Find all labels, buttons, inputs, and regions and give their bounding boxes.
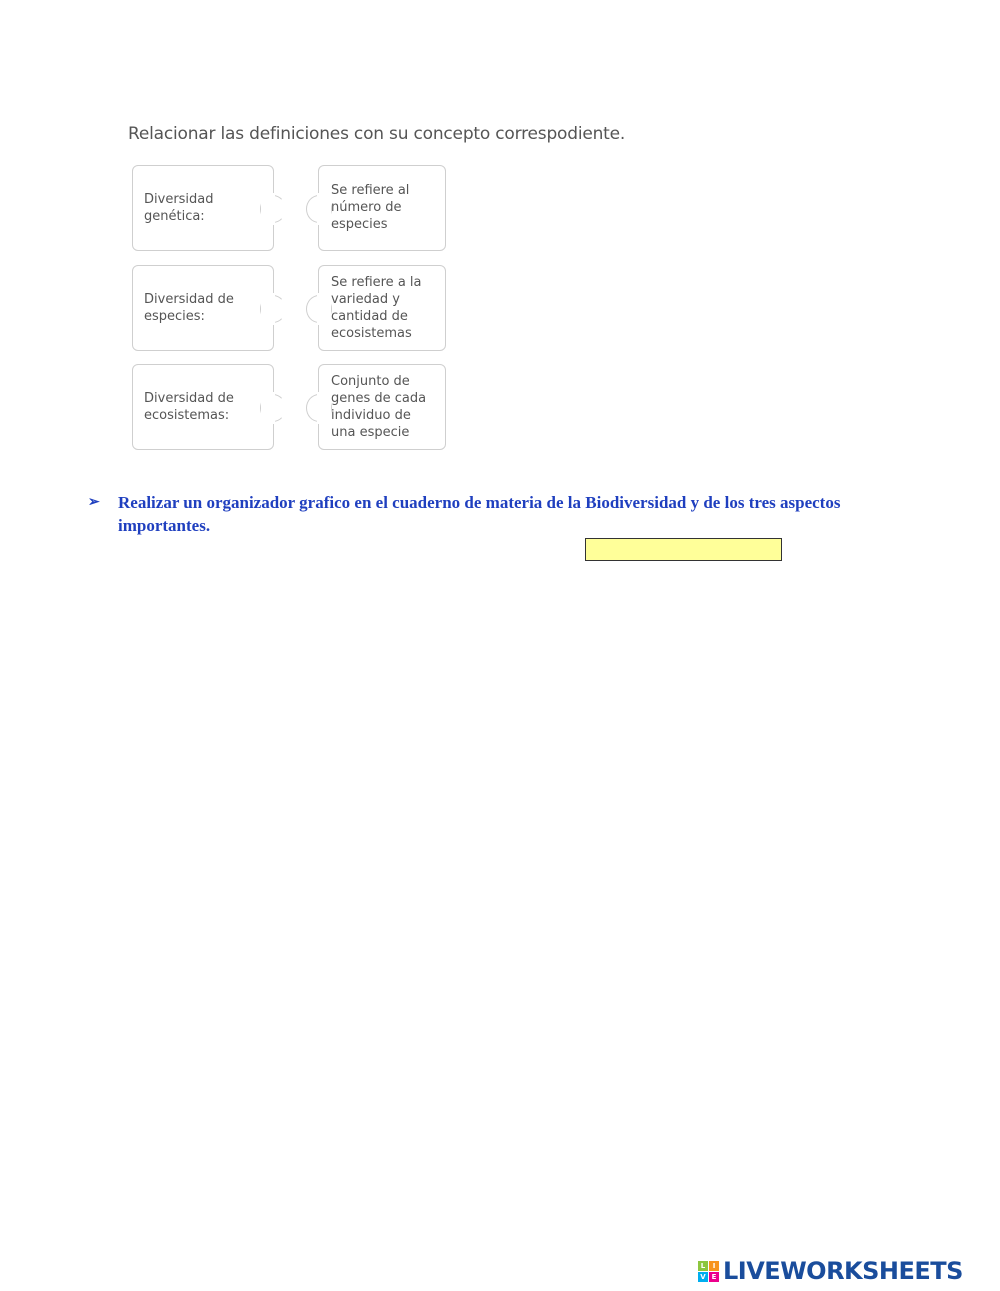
concept-text: Diversidad de ecosistemas: [144,391,234,423]
liveworksheets-logo [698,1256,963,1286]
definition-text: Se refiere a la variedad y cantidad de ecosistemas [331,275,422,341]
notch-mask [317,392,331,424]
definition-text: Se refiere al número de especies [331,183,410,232]
notch-mask [261,293,275,325]
logo-cube: V [698,1272,708,1282]
match-row [132,165,446,253]
match-row [132,265,446,353]
notch-mask [317,193,331,225]
concept-piece[interactable] [132,364,274,450]
concept-text: Diversidad genética: [144,192,214,224]
notch-mask [261,392,275,424]
notch-mask [317,293,331,325]
concept-piece[interactable] [132,265,274,351]
task-text: Realizar un organizador grafico en el cuaderno de materia de la Biodiversidad y de los tres aspectos importantes. [118,493,841,535]
logo-cube: I [709,1261,719,1271]
activity-title: Relacionar las definiciones con su concepto correspodiente. [128,124,626,144]
definition-piece[interactable] [318,364,446,450]
definition-text: Conjunto de genes de cada individuo de una especie [331,374,427,440]
logo-text: LIVEWORKSHEETS [723,1257,963,1285]
arrow-bullet-icon: ➢ [88,495,100,510]
concept-piece[interactable] [132,165,274,251]
definition-piece[interactable] [318,165,446,251]
logo-cubes-icon [698,1261,719,1282]
definition-piece[interactable] [318,265,446,351]
notch-mask [261,193,275,225]
logo-cube: E [709,1272,719,1282]
match-row [132,364,446,452]
answer-input[interactable] [585,538,782,561]
concept-text: Diversidad de especies: [144,292,234,324]
logo-cube: L [698,1261,708,1271]
